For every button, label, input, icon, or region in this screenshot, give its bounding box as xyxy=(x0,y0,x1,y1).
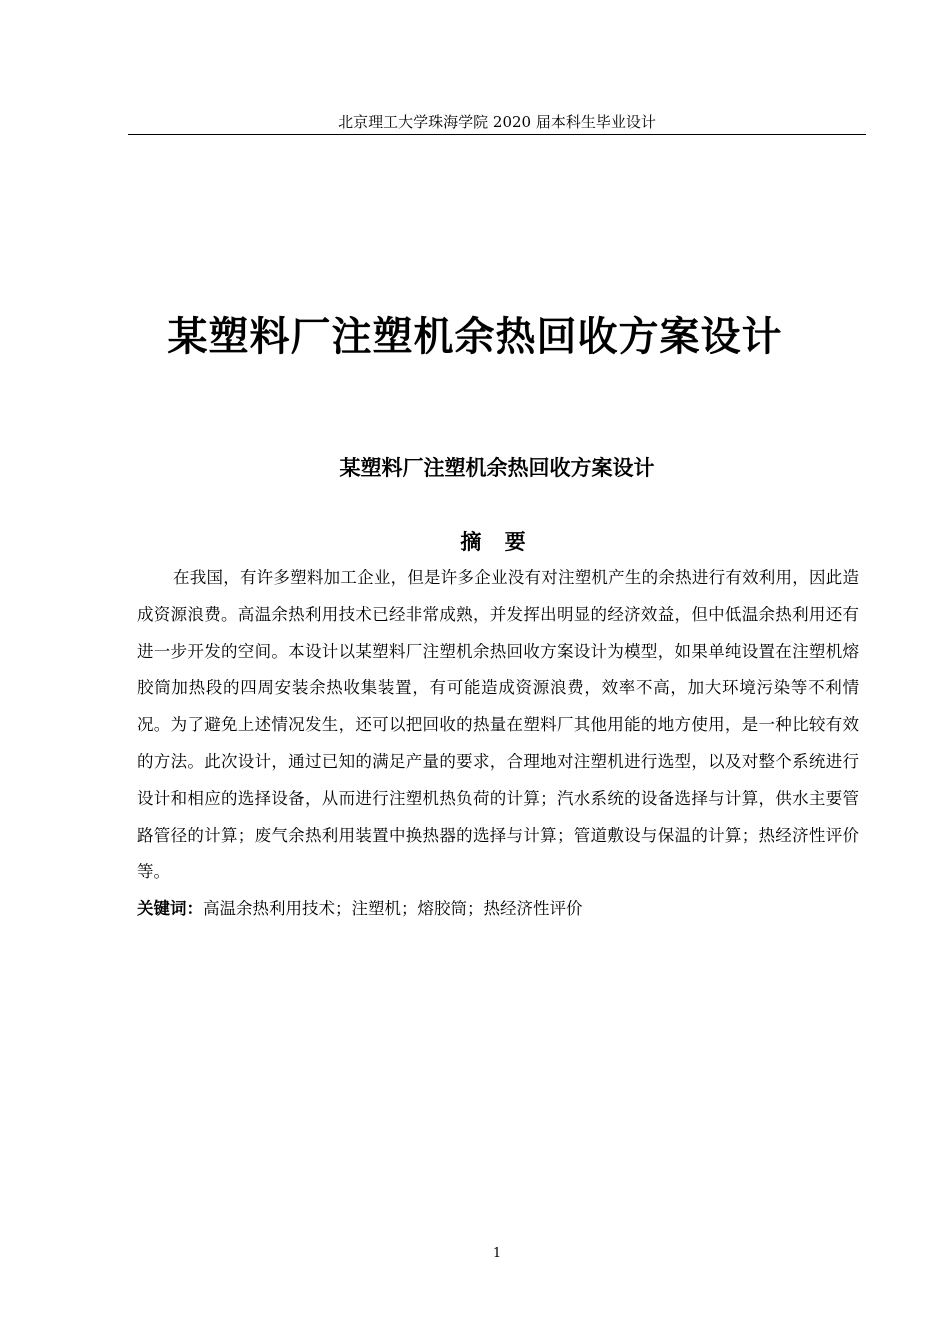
keywords-label: 关键词： xyxy=(137,899,203,918)
keywords-text: 高温余热利用技术；注塑机；熔胶筒；热经济性评价 xyxy=(203,899,583,918)
keywords-line xyxy=(137,895,859,923)
main-title: 某塑料厂注塑机余热回收方案设计 xyxy=(167,314,783,360)
running-header: 北京理工大学珠海学院 2020 届本科生毕业设计 xyxy=(338,113,656,131)
abstract-heading: 摘 要 xyxy=(460,530,534,554)
abstract-body: 在我国，有许多塑料加工企业，但是许多企业没有对注塑机产生的余热进行有效利用，因此造成资源浪费。高温余热利用技术已经非常成熟，并发挥出明显的经济效益，但中低温余热利用还有进一步开发的空间。本设计以某塑料厂注塑机余热回收方案设计为模型，如果单纯设置在注塑机熔胶筒加热段的四周安装余热收集装置，有可能造成资源浪费，效率不高，加大环境污染等不利情况。为了避免上述情况发生，还可以把回收的热量在塑料厂其他用能的地方使用，是一种比较有效的方法。此次设计，通过已知的满足产量的要求，合理地对注塑机进行选型，以及对整个系统进行设计和相应的选择设备，从而进行注塑机热负荷的计算；汽水系统的设备选择与计算，供水主要管路管径的计算；废气余热利用装置中换热器的选择与计算；管道敷设与保温的计算；热经济性评价等。 xyxy=(137,568,859,882)
page-number: 1 xyxy=(492,1246,502,1261)
sub-title: 某塑料厂注塑机余热回收方案设计 xyxy=(339,456,655,480)
header-rule xyxy=(128,134,866,135)
